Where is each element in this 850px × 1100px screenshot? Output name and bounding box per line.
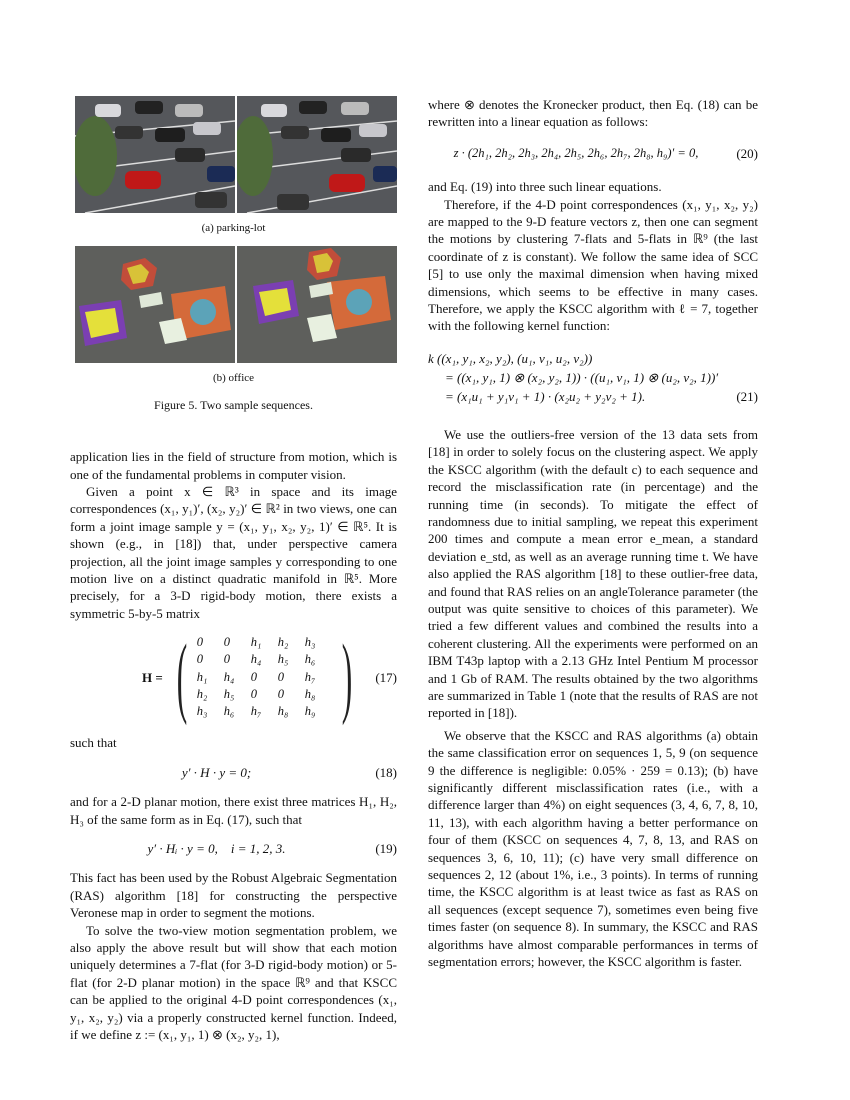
paragraph: We observe that the KSCC and RAS algorithms (a) obtain the same classification error on sequences 1, 5, 9 (on sequence 9 the difference is negligible: 0.05% · 259 = 0.13); (b) have significantly different misclassification rates (i.e., with a difference larger than 4%) on eight sequences (3, 4, 6, 7, 8, 10, 11, 13), with each algorithm having a better performance on four of them (KSCC on sequences 4, 7, 8, 13, and RAS on sequences 3, 6, 10, 11); (c) have very small difference on sequences 2, 12 (about 1%, i.e., 3 points). In terms of running time, the KSCC algorithm is at least twice as fast as RAS on all sequences (except sequence 7), sometimes even being five times faster (on sequence 8). In summary, the KSCC and RAS algorithms have almost comparable performances in terms of segmentation errors; however, the KSCC algorithm is faster.	[428, 727, 758, 970]
equation-number: (18)	[375, 764, 397, 780]
matrix-cell: 0	[196, 634, 204, 649]
matrix-cell: h₇	[250, 704, 262, 719]
matrix-cell: h₁	[196, 669, 208, 684]
paragraph: and for a 2-D planar motion, there exist three matrices H₁, H₂, H₃ of the same form as in Eq. (17), such that	[70, 794, 397, 827]
equation-lhs: H =	[142, 669, 163, 685]
equation-body: y′ · Hᵢ · y = 0, i = 1, 2, 3.	[147, 840, 286, 856]
matrix-cell: h₈	[277, 704, 289, 719]
subcaption-office: (b) office	[212, 372, 255, 385]
paragraph: Given a point x ∈ ℝ³ in space and its image correspondences (x₁, y₁)′, (x₂, y₂)′ ∈ ℝ² in two views, one can form a joint image sample y = (x₁, y₁, x₂, y₂, 1)′ ∈ ℝ⁵. It is shown (e.g., in [18]) that, under perspective camera projection, all the joint image samples y corresponding to one motion live on a distinct quadratic manifold in ℝ⁵. More precisely, for a 3-D rigid-body motion, there exists a symmetric 5-by-5 matrix	[70, 484, 397, 621]
equation-19	[70, 840, 397, 857]
matrix-cell: h₅	[277, 652, 289, 667]
equation-20	[428, 145, 758, 162]
matrix-cell: h₄	[250, 652, 262, 667]
matrix-cell: 0	[250, 669, 258, 684]
equation-18	[70, 764, 397, 781]
paragraph: such that	[70, 735, 117, 751]
matrix-cell: 0	[223, 634, 231, 649]
matrix-entries	[197, 634, 332, 721]
office-frame-1	[75, 246, 235, 363]
parking-lot-frame-1	[75, 96, 235, 213]
matrix-cell: h₉	[304, 704, 316, 719]
equation-body: z · (2h₁, 2h₂, 2h₃, 2h₄, 2h₅, 2h₆, 2h₇, 2h₈, h₉)′ = 0,	[453, 145, 699, 160]
parking-lot-images	[75, 96, 397, 213]
matrix-cell: h₃	[304, 634, 316, 649]
office-frame-2	[237, 246, 397, 363]
matrix-cell: h₇	[304, 669, 316, 684]
figure-caption: Figure 5. Two sample sequences.	[154, 397, 313, 412]
equation-21	[428, 349, 758, 406]
office-images	[75, 246, 397, 363]
paragraph: Therefore, if the 4-D point correspondences (x₁, y₁, x₂, y₂) are mapped to the 9-D feature vectors z, then one can segment the motions by clustering 7-flats and 5-flats in ℝ⁹ (the last coordinate of z is constant). We follow the same idea of SCC [5] to use only the maximal dimension when having mixed dimensions, which seems to be effective in many cases. Therefore, we apply the KSCC algorithm with ℓ = 7, together with the following kernel function:	[428, 196, 758, 334]
matrix-cell: h₃	[196, 704, 208, 719]
matrix-cell: h₄	[223, 669, 235, 684]
matrix-cell: h₂	[196, 686, 208, 701]
matrix-cell: h₁	[250, 634, 262, 649]
paragraph: This fact has been used by the Robust Algebraic Segmentation (RAS) algorithm [18] for constructing the perspective Veronese map in order to segment the motions.	[70, 870, 397, 921]
matrix-cell: h₂	[277, 634, 289, 649]
equation-number: (17)	[375, 669, 397, 685]
matrix-cell: 0	[250, 686, 258, 701]
matrix: ( 0 0 h₁ h₂ h₃ 0 0 h₄ h₅ h₆ h₁ h₄ 0 0 h₇ h₂ h₅ 0 0 h₈ h₃ h₆ h₇ h₈ h₉ )	[176, 627, 353, 727]
paragraph: To solve the two-view motion segmentation problem, we also apply the above result but will show that each motion uniquely determines a 7-flat (for 3-D rigid-body motion) or 5-flat (for 2-D planar motion) in the space ℝ⁹ and that KSCC can be applied to the original 4-D point correspondences (x₁, y₁, x₂, y₂) via a properly constructed kernel function. Indeed, if we define z := (x₁, y₁, 1) ⊗ (x₂, y₂, 1),	[70, 922, 397, 1042]
parking-lot-frame-2	[237, 96, 397, 213]
matrix-cell: h₆	[223, 704, 235, 719]
equation-17	[70, 627, 397, 727]
matrix-cell: 0	[223, 652, 231, 667]
equation-number: (20)	[736, 145, 758, 161]
paragraph: application lies in the field of structure from motion, which is one of the fundamental problems in computer vision.	[70, 449, 397, 482]
equation-line: = ((x₁, y₁, 1) ⊗ (x₂, y₂, 1)) · ((u₁, v₁, 1) ⊗ (u₂, v₂, 1))′	[445, 369, 719, 385]
matrix-cell: 0	[196, 652, 204, 667]
left-column	[70, 96, 397, 1043]
matrix-cell: h₆	[304, 652, 316, 667]
equation-line: = (x₁u₁ + y₁v₁ + 1) · (x₂u₂ + y₂v₂ + 1).	[445, 388, 646, 404]
matrix-cell: h₈	[304, 686, 316, 701]
equation-body: y′ · H · y = 0;	[181, 764, 252, 780]
paragraph: We use the outliers-free version of the 13 data sets from [18] in order to solely focus on the clustering aspect. We apply the KSCC algorithm (with the default c) to each sequence and record the misclassification rate (in percentage) and the running time (in seconds). To mitigate the effect of randomness due to initial sampling, we repeat this experiment 200 times and compute a mean error e_mean, a standard deviation e_std, as well as an average running time t. We have also applied the RAS algorithm [18] to these outlier-free data, and found that RAS relies on an angleTolerance parameter (the output was quite sensitive to choices of this parameter). We tried a few different values and combined the results into a coherent clustering. All the experiments were performed on an IBM T43p laptop with a 2.13 GHz Intel Pentium M processor and 1 Gb of RAM. The results obtained by the two algorithms are summarized in Table 1 (note that the results of RAS are not reported in [18]).	[428, 426, 758, 721]
paragraph: where ⊗ denotes the Kronecker product, then Eq. (18) can be rewritten into a linear equation as follows:	[428, 97, 758, 130]
figure-5	[70, 96, 397, 414]
equation-line: k ((x₁, y₁, x₂, y₂), (u₁, v₁, u₂, v₂))	[428, 350, 593, 366]
matrix-cell: 0	[277, 669, 285, 684]
paragraph: and Eq. (19) into three such linear equations.	[428, 179, 662, 195]
right-column	[428, 96, 758, 970]
subcaption-parking-lot: (a) parking-lot	[201, 222, 266, 234]
matrix-cell: 0	[277, 686, 285, 701]
equation-number: (19)	[375, 840, 397, 856]
equation-number: (21)	[736, 388, 758, 404]
matrix-cell: h₅	[223, 686, 235, 701]
